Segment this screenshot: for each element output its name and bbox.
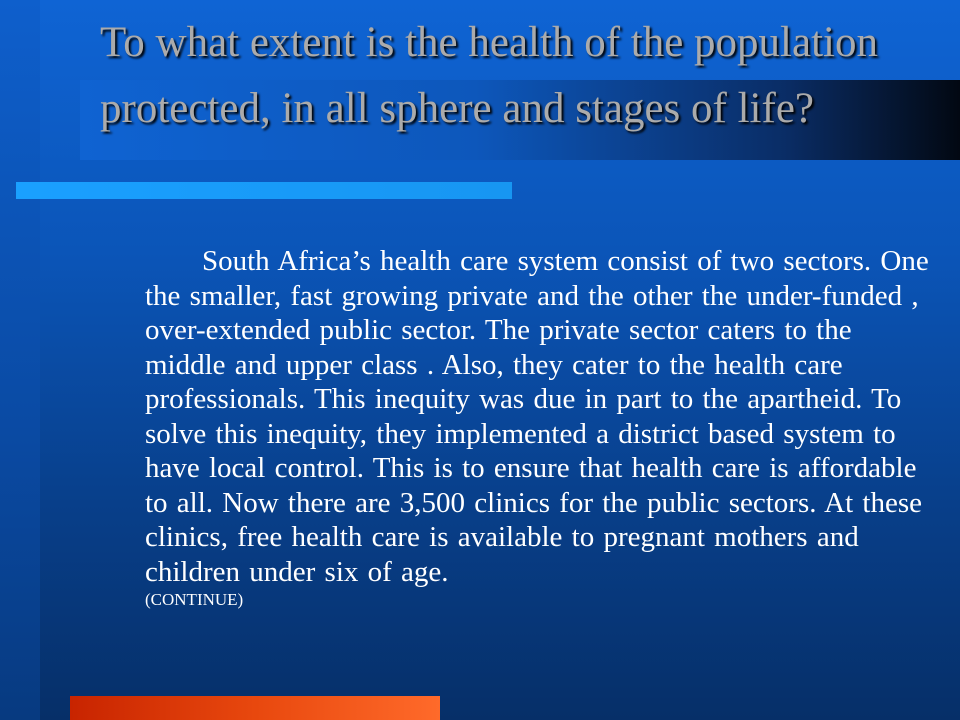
continue-label: (CONTINUE) [145,590,244,609]
left-decorative-strip [0,0,40,720]
body-paragraph: South Africa’s health care system consist of two sectors. One the smaller, fast growing private and the other the under-funded , over-extended public sector. The private sector caters to the middle and upper class . Also, they cater to the health care professionals. This inequity was due in part to the apartheid. To solve this inequity, they implemented a district based system to have local control. This is to ensure that health care is affordable to all. Now there are 3,500 clinics for the public sectors. At these clinics, free health care is available to pregnant mothers and children under six of age. [145,245,929,588]
bottom-decorative-bar [70,696,440,720]
title-underline-bar [16,182,512,199]
slide-body [145,244,935,611]
slide-title: To what extent is the health of the population protected, in all sphere and stages of life? [100,19,878,132]
